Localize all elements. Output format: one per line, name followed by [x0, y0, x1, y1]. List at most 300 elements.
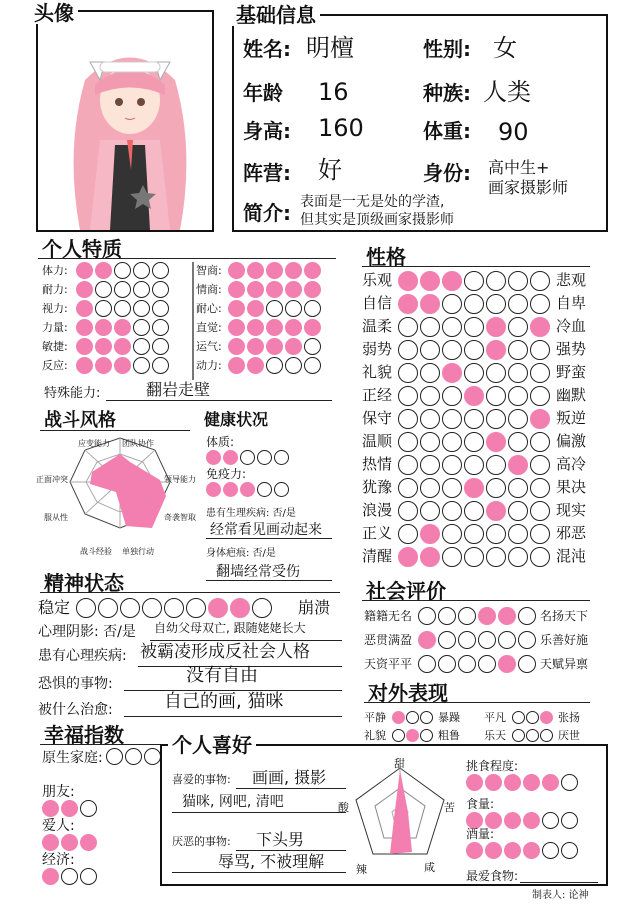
alcohol-label: 酒量: [466, 827, 495, 841]
rating-circle [464, 317, 484, 337]
hate-line-2 [172, 872, 346, 873]
rating-circle [504, 774, 521, 791]
personality-left-label: 浪漫 [362, 501, 393, 519]
rating-circle [442, 294, 462, 314]
rating-circle [398, 317, 418, 337]
identity-value-2: 画家摄影师 [488, 178, 569, 197]
combat-axis-3: 奇袭智取 [164, 513, 196, 522]
like-line-1 [236, 788, 346, 789]
rating-circle [478, 655, 496, 673]
personality-left-label: 温柔 [362, 317, 393, 335]
rating-circle [152, 338, 169, 355]
rating-circle [114, 281, 131, 298]
rating-circle [504, 842, 521, 859]
rating-circle [418, 631, 436, 649]
rating-circle [95, 262, 112, 279]
trait-label: 动力: [196, 359, 222, 372]
rating-circle [561, 774, 578, 791]
rating-circle [95, 357, 112, 374]
rating-circle [133, 281, 150, 298]
social-right-label: 乐善好施 [540, 633, 589, 647]
rating-circle [304, 319, 321, 336]
rating-circle [508, 340, 528, 360]
rating-circle [152, 357, 169, 374]
happiness-label: 爱人: [42, 818, 75, 834]
rating-circle [398, 294, 418, 314]
physique-label: 体质: [206, 435, 235, 449]
rating-circle [304, 357, 321, 374]
social-right-label: 天赋异禀 [540, 657, 589, 671]
rating-circle [304, 338, 321, 355]
rating-circle [247, 281, 264, 298]
rating-circle [486, 501, 506, 521]
rating-circle [530, 294, 550, 314]
rating-circle [76, 338, 93, 355]
rating-circle [285, 319, 302, 336]
personality-right-label: 冷血 [556, 317, 587, 335]
personality-left-label: 热情 [362, 455, 393, 473]
rating-circle [420, 363, 440, 383]
rating-circle [42, 868, 59, 885]
rating-circle [478, 631, 496, 649]
rating-circle [152, 262, 169, 279]
rating-circle [98, 598, 118, 618]
rating-circle [464, 363, 484, 383]
rating-circle [530, 501, 550, 521]
rating-circle [485, 842, 502, 859]
rating-circle [504, 812, 521, 829]
trait-label: 情商: [196, 283, 222, 296]
heal-value: 自己的画, 猫咪 [164, 691, 284, 712]
hate-value-1: 下头男 [256, 830, 305, 849]
rating-circle [466, 842, 483, 859]
rating-circle [420, 524, 440, 544]
rating-circle [398, 478, 418, 498]
personality-right-label: 高冷 [556, 455, 587, 473]
shadow-label: 心理阴影: 否/是 [38, 624, 136, 640]
rating-circle [464, 432, 484, 452]
personality-right-label: 自卑 [556, 294, 587, 312]
heal-label: 被什么治愈: [38, 702, 113, 718]
disease-label: 患有生理疾病: 否/是 [206, 508, 296, 519]
rating-circle [464, 501, 484, 521]
rating-circle [304, 300, 321, 317]
rating-circle [530, 340, 550, 360]
combat-axis-1: 团队协作 [122, 439, 154, 448]
gender-label: 性别: [423, 37, 471, 61]
rating-circle [508, 386, 528, 406]
personality-left-label: 正经 [362, 386, 393, 404]
rating-circle [486, 432, 506, 452]
outward-left-label: 乐天 [484, 729, 506, 742]
social-underline [362, 600, 590, 601]
rating-circle [486, 524, 506, 544]
rating-circle [508, 501, 528, 521]
rating-circle [512, 711, 525, 724]
height-value: 160 [318, 114, 364, 142]
rating-circle [498, 655, 516, 673]
rating-circle [406, 711, 419, 724]
personality-left-label: 温顺 [362, 432, 393, 450]
rating-circle [266, 262, 283, 279]
taste-axis-2: 咸 [424, 861, 435, 874]
rating-circle [304, 281, 321, 298]
rating-circle [561, 812, 578, 829]
traits-divider [192, 262, 194, 380]
rating-circle [42, 800, 59, 817]
rating-circle [523, 774, 540, 791]
social-title: 社会评价 [362, 580, 450, 602]
rating-circle [114, 319, 131, 336]
rating-circle [80, 800, 97, 817]
rating-circle [540, 711, 553, 724]
rating-circle [420, 271, 440, 291]
rating-circle [464, 271, 484, 291]
rating-circle [530, 455, 550, 475]
rating-circle [228, 281, 245, 298]
rating-circle [523, 812, 540, 829]
rating-circle [247, 262, 264, 279]
taste-axis-4: 酸 [338, 801, 349, 814]
rating-circle [274, 450, 289, 465]
maker-credit: 制表人: 论神 [532, 890, 589, 901]
rating-circle [523, 842, 540, 859]
rating-circle [223, 482, 238, 497]
immunity-label: 免疫力: [206, 467, 247, 481]
rating-circle [466, 774, 483, 791]
combat-octagon-chart [30, 432, 210, 560]
race-value: 人类 [483, 78, 531, 106]
illness-label: 患有心理疾病: [38, 648, 127, 664]
combat-axis-5: 战斗经验 [80, 547, 112, 556]
rating-circle [530, 409, 550, 429]
rating-circle [285, 338, 302, 355]
rating-circle [133, 338, 150, 355]
personality-left-label: 犹豫 [362, 478, 393, 496]
outward-title: 对外表现 [364, 682, 452, 704]
combat-axis-2: 领导能力 [164, 475, 196, 484]
rating-circle [530, 363, 550, 383]
rating-circle [228, 319, 245, 336]
trait-label: 体力: [42, 264, 68, 277]
rating-circle [133, 300, 150, 317]
trait-label: 视力: [42, 302, 68, 315]
trait-label: 耐力: [42, 283, 68, 296]
rating-circle [398, 340, 418, 360]
rating-circle [486, 294, 506, 314]
like-value-1: 画画, 摄影 [252, 768, 327, 787]
rating-circle [508, 271, 528, 291]
personality-left-label: 清醒 [362, 547, 393, 565]
mental-title: 精神状态 [40, 572, 128, 594]
personality-right-label: 混沌 [556, 547, 587, 565]
special-line [106, 400, 332, 401]
illness-value: 被霸凌形成反社会人格 [140, 642, 310, 662]
like-value-2: 猫咪, 网吧, 清吧 [182, 794, 284, 810]
camp-value: 好 [318, 156, 342, 184]
rating-circle [485, 774, 502, 791]
stable-label: 稳定 [38, 598, 71, 617]
trait-label: 敏捷: [42, 340, 68, 353]
identity-value-1: 高中生+ [488, 158, 550, 177]
rating-circle [61, 800, 78, 817]
rating-circle [508, 432, 528, 452]
intro-label: 简介: [243, 201, 291, 225]
rating-circle [186, 598, 206, 618]
weight-value: 90 [498, 118, 529, 146]
hate-label: 厌恶的事物: [172, 835, 231, 848]
rating-circle [257, 482, 272, 497]
rating-circle [464, 294, 484, 314]
rating-circle [508, 524, 528, 544]
rating-circle [442, 501, 462, 521]
combat-axis-6: 服从性 [44, 513, 68, 522]
rating-circle [478, 607, 496, 625]
personality-right-label: 叛逆 [556, 409, 587, 427]
rating-circle [228, 357, 245, 374]
trait-label: 运气: [196, 340, 222, 353]
rating-circle [442, 317, 462, 337]
rating-circle [486, 340, 506, 360]
age-label: 年龄 [243, 81, 283, 105]
collapse-label: 崩溃 [298, 598, 331, 617]
personality-right-label: 幽默 [556, 386, 587, 404]
rating-circle [398, 271, 418, 291]
social-left-label: 恶贯满盈 [364, 633, 413, 647]
rating-circle [561, 842, 578, 859]
combat-axis-7: 正面冲突 [36, 475, 68, 484]
rating-circle [420, 547, 440, 567]
rating-circle [486, 455, 506, 475]
rating-circle [257, 450, 272, 465]
rating-circle [42, 834, 59, 851]
rating-circle [420, 501, 440, 521]
trait-label: 直觉: [196, 321, 222, 334]
rating-circle [61, 834, 78, 851]
rating-circle [120, 598, 140, 618]
rating-circle [508, 363, 528, 383]
rating-circle [133, 262, 150, 279]
rating-circle [80, 868, 97, 885]
rating-circle [247, 338, 264, 355]
rating-circle [486, 386, 506, 406]
rating-circle [152, 300, 169, 317]
rating-circle [274, 482, 289, 497]
rating-circle [398, 455, 418, 475]
rating-circle [418, 607, 436, 625]
personality-right-label: 果决 [556, 478, 587, 496]
rating-circle [208, 598, 228, 618]
likes-title: 个人喜好 [168, 734, 256, 756]
fav-food-line [520, 882, 598, 883]
rating-circle [530, 317, 550, 337]
rating-circle [438, 631, 456, 649]
rating-circle [542, 812, 559, 829]
rating-circle [420, 340, 440, 360]
rating-circle [530, 524, 550, 544]
weight-label: 体重: [423, 119, 471, 143]
combat-axis-4: 单独行动 [122, 547, 154, 556]
rating-circle [508, 317, 528, 337]
personality-left-label: 弱势 [362, 340, 393, 358]
outward-right-label: 暴躁 [438, 711, 460, 724]
outward-right-label: 粗鲁 [438, 729, 460, 742]
rating-circle [464, 386, 484, 406]
taste-axis-0: 甜 [394, 757, 405, 770]
rating-circle [458, 655, 476, 673]
social-right-label: 名扬天下 [540, 609, 589, 623]
personality-right-label: 邪恶 [556, 524, 587, 542]
rating-circle [133, 357, 150, 374]
trait-label: 智商: [196, 264, 222, 277]
camp-label: 阵营: [243, 161, 291, 185]
outward-right-label: 厌世 [558, 729, 580, 742]
rating-circle [95, 281, 112, 298]
social-left-label: 籍籍无名 [364, 609, 413, 623]
rating-circle [486, 363, 506, 383]
happiness-label: 经济: [42, 852, 75, 868]
rating-circle [76, 281, 93, 298]
rating-circle [518, 655, 536, 673]
rating-circle [406, 729, 419, 742]
rating-circle [508, 294, 528, 314]
rating-circle [458, 607, 476, 625]
rating-circle [152, 281, 169, 298]
rating-circle [76, 598, 96, 618]
rating-circle [530, 547, 550, 567]
intro-line-2: 但其实是顶级画家摄影师 [300, 212, 454, 228]
rating-circle [420, 409, 440, 429]
disease-value: 经常看见画动起来 [210, 522, 322, 538]
health-title: 健康状况 [204, 410, 269, 429]
rating-circle [464, 478, 484, 498]
shadow-value: 自幼父母双亡, 跟随姥姥长大 [154, 621, 306, 635]
outward-underline [364, 702, 590, 703]
rating-circle [542, 842, 559, 859]
rating-circle [464, 409, 484, 429]
rating-circle [442, 547, 462, 567]
rating-circle [542, 774, 559, 791]
rating-circle [420, 294, 440, 314]
rating-circle [95, 338, 112, 355]
rating-circle [442, 455, 462, 475]
rating-circle [486, 409, 506, 429]
height-label: 身高: [243, 119, 291, 143]
rating-circle [464, 524, 484, 544]
identity-label: 身份: [423, 161, 471, 185]
personality-left-label: 乐观 [362, 271, 393, 289]
traits-title: 个人特质 [38, 238, 126, 260]
rating-circle [228, 262, 245, 279]
happiness-label: 原生家庭: [42, 750, 103, 766]
gender-value: 女 [493, 34, 517, 62]
name-label: 姓名: [243, 37, 291, 61]
rating-circle [61, 868, 78, 885]
fear-label: 恐惧的事物: [38, 676, 113, 692]
rating-circle [508, 455, 528, 475]
rating-circle [420, 386, 440, 406]
rating-circle [266, 319, 283, 336]
hate-value-2: 辱骂, 不被理解 [218, 852, 325, 871]
rating-circle [76, 262, 93, 279]
basic-info-title: 基础信息 [232, 4, 320, 26]
rating-circle [398, 547, 418, 567]
disability-value: 翻墙经常受伤 [216, 564, 300, 580]
appetite-label: 食量: [466, 797, 495, 811]
taste-axis-3: 辣 [356, 863, 367, 876]
rating-circle [518, 607, 536, 625]
rating-circle [526, 729, 539, 742]
rating-circle [228, 338, 245, 355]
rating-circle [526, 711, 539, 724]
rating-circle [392, 729, 405, 742]
trait-label: 耐心: [196, 302, 222, 315]
rating-circle [164, 598, 184, 618]
like-label: 喜爱的事物: [172, 773, 231, 786]
rating-circle [442, 386, 462, 406]
rating-circle [442, 271, 462, 291]
rating-circle [530, 432, 550, 452]
rating-circle [76, 300, 93, 317]
fav-food-label: 最爱食物: [466, 869, 519, 883]
rating-circle [398, 386, 418, 406]
rating-circle [240, 450, 255, 465]
taste-axis-1: 苦 [444, 801, 455, 814]
like-line-2 [172, 812, 346, 813]
rating-circle [392, 711, 405, 724]
rating-circle [486, 547, 506, 567]
rating-circle [114, 300, 131, 317]
combat-underline [40, 430, 190, 431]
trait-label: 反应: [42, 359, 68, 372]
rating-circle [106, 748, 123, 765]
personality-title: 性格 [362, 246, 410, 268]
rating-circle [398, 363, 418, 383]
rating-circle [76, 319, 93, 336]
rating-circle [512, 729, 525, 742]
hate-line-1 [236, 850, 346, 851]
rating-circle [464, 340, 484, 360]
personality-right-label: 悲观 [556, 271, 587, 289]
personality-left-label: 正义 [362, 524, 393, 542]
rating-circle [508, 547, 528, 567]
rating-circle [252, 598, 272, 618]
rating-circle [398, 501, 418, 521]
rating-circle [142, 598, 162, 618]
trait-label: 力量: [42, 321, 68, 334]
rating-circle [420, 432, 440, 452]
rating-circle [458, 631, 476, 649]
rating-circle [442, 432, 462, 452]
shadow-line [150, 640, 342, 641]
personality-right-label: 现实 [556, 501, 587, 519]
combat-axis-0: 应变能力 [78, 439, 110, 448]
rating-circle [486, 317, 506, 337]
rating-circle [144, 748, 161, 765]
outward-left-label: 礼貌 [364, 729, 386, 742]
age-value: 16 [318, 78, 349, 106]
rating-circle [540, 729, 553, 742]
rating-circle [530, 271, 550, 291]
rating-circle [420, 478, 440, 498]
rating-circle [398, 432, 418, 452]
rating-circle [442, 524, 462, 544]
rating-circle [266, 281, 283, 298]
taste-pentagon-chart [350, 762, 450, 872]
avatar-title: 头像 [30, 2, 78, 24]
happiness-label: 朋友: [42, 784, 75, 800]
heal-line [124, 716, 342, 717]
